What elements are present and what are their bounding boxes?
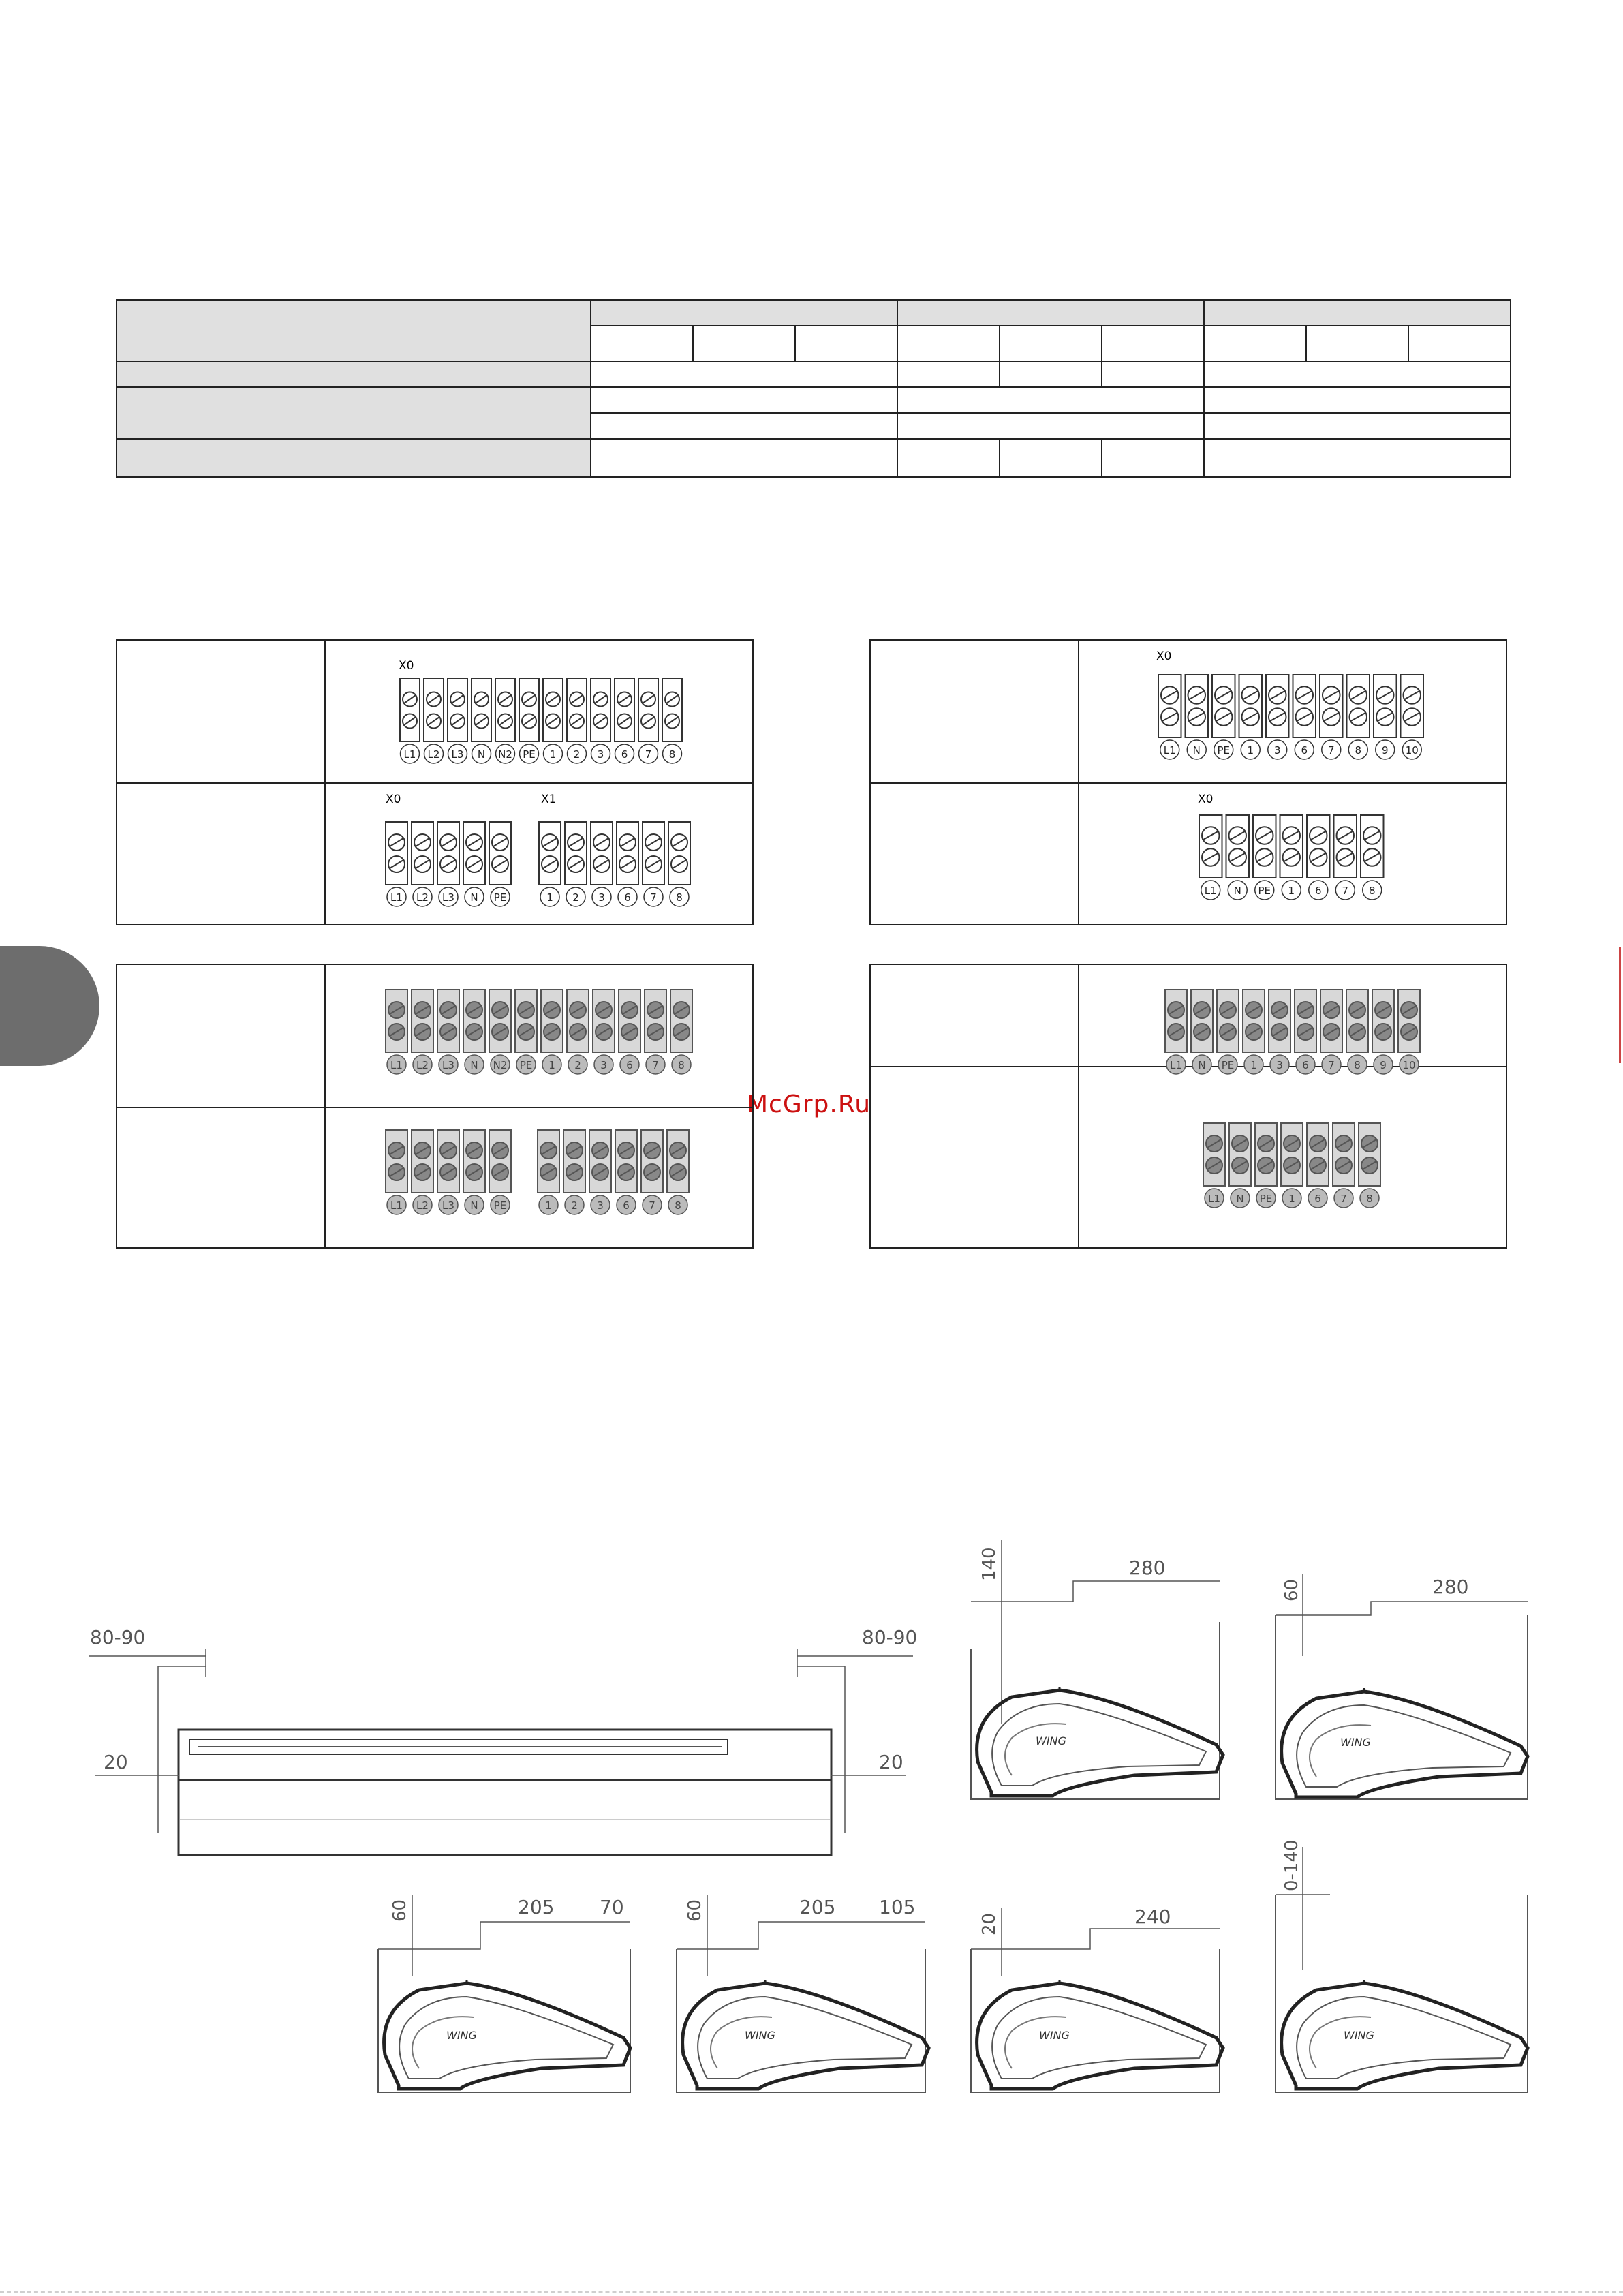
- terminal-label: PE: [519, 1059, 533, 1071]
- terminal-block: [412, 990, 433, 1052]
- dim-label: 140: [979, 1547, 1000, 1581]
- terminal-block: [1203, 1123, 1225, 1186]
- terminal-label: L1: [1208, 1193, 1220, 1205]
- terminal-label: 1: [549, 748, 557, 761]
- terminal-label: L2: [416, 891, 429, 904]
- terminal-label: 10: [1405, 744, 1419, 756]
- terminal-label: 1: [546, 891, 553, 904]
- terminal-label: 8: [675, 1199, 681, 1212]
- terminal-label: 6: [1302, 1059, 1309, 1071]
- terminal-label: 7: [1342, 885, 1349, 897]
- dim-label: 60: [1282, 1578, 1302, 1602]
- terminal-block: [1346, 990, 1368, 1052]
- terminal-label: 10: [1402, 1059, 1416, 1071]
- terminal-block: [515, 990, 537, 1052]
- terminal-label: 8: [1354, 1059, 1361, 1071]
- terminal-block: [1307, 1123, 1329, 1186]
- terminal-label: L3: [451, 748, 464, 761]
- terminal-strip-photo: [538, 1130, 689, 1214]
- terminal-block: [667, 1130, 689, 1193]
- terminal-block: [1281, 1123, 1303, 1186]
- terminal-label: 8: [1368, 885, 1376, 897]
- terminal-block: [1333, 1123, 1355, 1186]
- terminal-label: N: [477, 748, 486, 761]
- terminal-block: [645, 990, 666, 1052]
- terminal-label: 1: [548, 1059, 555, 1071]
- terminal-block: [463, 990, 485, 1052]
- dim-label: 20: [104, 1751, 128, 1773]
- terminal-label: 2: [573, 748, 581, 761]
- dim-label: 60: [685, 1899, 705, 1922]
- footer-rule: [0, 2291, 1623, 2293]
- terminal-label: N: [1233, 885, 1241, 897]
- terminal-label: 7: [1340, 1193, 1347, 1205]
- terminal-strip-photo: [386, 1130, 511, 1214]
- dim-label: 60: [390, 1899, 410, 1922]
- dim-label: 205: [518, 1896, 555, 1918]
- terminal-label: L3: [442, 891, 454, 904]
- terminal-label: PE: [523, 748, 536, 761]
- dim-label: 80-90: [862, 1626, 918, 1649]
- terminal-strip-photo: [386, 990, 692, 1074]
- terminal-label: 3: [597, 1199, 604, 1212]
- terminal-block: [641, 1130, 663, 1193]
- terminal-label: 1: [1288, 885, 1295, 897]
- terminal-label: 3: [600, 1059, 607, 1071]
- terminal-label: N: [1192, 744, 1201, 756]
- terminal-block: [670, 990, 692, 1052]
- side-view-1: [971, 1540, 1223, 1799]
- side-view-5: [971, 1905, 1223, 2092]
- terminal-label: 6: [623, 1199, 630, 1212]
- terminal-label: 7: [649, 1199, 655, 1212]
- terminal-label: 1: [1250, 1059, 1257, 1071]
- brand-label: WING: [1039, 2029, 1070, 2042]
- dim-label: 205: [799, 1896, 836, 1918]
- terminal-label: PE: [1217, 744, 1231, 756]
- brand-label: WING: [745, 2029, 775, 2042]
- terminal-label: 7: [650, 891, 657, 904]
- dim-label: 105: [879, 1896, 916, 1918]
- terminal-tag: X0: [1198, 793, 1214, 806]
- terminal-strip-photo: [1165, 990, 1420, 1074]
- terminal-label: N: [470, 1199, 478, 1212]
- terminal-label: N2: [493, 1059, 508, 1071]
- terminal-label: 7: [652, 1059, 659, 1071]
- dim-label: 0-140: [1282, 1839, 1302, 1891]
- terminal-label: L1: [390, 1059, 403, 1071]
- terminal-block: [437, 1130, 459, 1193]
- terminal-label: 8: [1355, 744, 1362, 756]
- side-view-3: [378, 1895, 630, 2092]
- front-view: [89, 1626, 917, 1855]
- terminal-block: [615, 1130, 637, 1193]
- watermark: McGrp.Ru: [747, 1090, 871, 1118]
- terminal-block: [1372, 990, 1394, 1052]
- dim-label: 80-90: [90, 1626, 146, 1649]
- terminal-label: 1: [1288, 1193, 1295, 1205]
- terminal-label: 7: [645, 748, 652, 761]
- brand-label: WING: [1036, 1734, 1066, 1747]
- terminal-block: [1165, 990, 1187, 1052]
- terminal-block: [489, 1130, 511, 1193]
- terminal-block: [1229, 1123, 1251, 1186]
- terminal-tag: X1: [541, 793, 557, 806]
- brand-label: WING: [1344, 2029, 1374, 2042]
- terminal-label: PE: [1259, 1193, 1273, 1205]
- terminal-label: L1: [390, 891, 403, 904]
- terminal-block: [463, 1130, 485, 1193]
- terminal-strip-photo: [1203, 1123, 1380, 1208]
- terminal-label: N2: [498, 748, 512, 761]
- terminal-label: 8: [668, 748, 676, 761]
- terminal-label: L3: [442, 1199, 454, 1212]
- terminal-label: 6: [1301, 744, 1308, 756]
- terminal-block: [563, 1130, 585, 1193]
- terminal-tag: X0: [1156, 649, 1172, 663]
- terminal-label: L1: [1170, 1059, 1182, 1071]
- side-view-4: [677, 1895, 929, 2092]
- terminal-block: [1359, 1123, 1380, 1186]
- terminal-label: 7: [1327, 744, 1335, 756]
- terminal-block: [567, 990, 589, 1052]
- dim-label: 20: [979, 1912, 1000, 1935]
- terminal-label: 3: [1276, 1059, 1283, 1071]
- terminal-block: [1269, 990, 1290, 1052]
- brand-label: WING: [1340, 1736, 1371, 1749]
- terminal-label: 6: [624, 891, 631, 904]
- terminal-label: 2: [571, 1199, 578, 1212]
- terminal-label: PE: [493, 1199, 507, 1212]
- side-view-2: [1276, 1574, 1528, 1799]
- terminal-label: 6: [621, 748, 628, 761]
- terminal-block: [489, 990, 511, 1052]
- terminal-label: L1: [403, 748, 416, 761]
- terminal-block: [1217, 990, 1239, 1052]
- terminal-label: L1: [1163, 744, 1176, 756]
- terminal-label: L3: [442, 1059, 454, 1071]
- terminal-block: [1255, 1123, 1277, 1186]
- terminal-label: 2: [572, 891, 579, 904]
- terminal-label: 1: [545, 1199, 552, 1212]
- terminal-label: 3: [597, 748, 604, 761]
- terminal-label: N: [1236, 1193, 1244, 1205]
- terminal-tag: X0: [399, 659, 414, 673]
- terminal-label: 6: [1314, 885, 1322, 897]
- terminal-label: PE: [1221, 1059, 1235, 1071]
- terminal-block: [1320, 990, 1342, 1052]
- terminal-label: N: [1198, 1059, 1206, 1071]
- terminal-label: 9: [1380, 1059, 1387, 1071]
- terminal-block: [541, 990, 563, 1052]
- side-view-6: [1276, 1839, 1528, 2092]
- terminal-label: 6: [1314, 1193, 1321, 1205]
- terminal-tag: X0: [386, 793, 401, 806]
- terminal-block: [386, 1130, 407, 1193]
- terminal-label: 3: [1273, 744, 1281, 756]
- terminal-block: [386, 990, 407, 1052]
- terminal-label: N: [470, 1059, 478, 1071]
- terminal-label: N: [470, 891, 478, 904]
- terminal-label: L2: [427, 748, 440, 761]
- terminal-block: [1243, 990, 1265, 1052]
- terminal-label: 6: [626, 1059, 633, 1071]
- terminal-block: [1191, 990, 1213, 1052]
- dim-label: 20: [879, 1751, 903, 1773]
- terminal-label: 8: [1366, 1193, 1373, 1205]
- terminal-label: 8: [676, 891, 683, 904]
- terminal-block: [538, 1130, 559, 1193]
- terminal-label: PE: [1258, 885, 1271, 897]
- terminal-block: [1295, 990, 1316, 1052]
- terminal-block: [619, 990, 640, 1052]
- terminal-block: [437, 990, 459, 1052]
- dim-label: 70: [600, 1896, 624, 1918]
- terminal-label: 3: [598, 891, 605, 904]
- terminal-label: L2: [416, 1199, 429, 1212]
- dimension-drawings: [0, 1499, 1623, 2181]
- terminal-label: 1: [1247, 744, 1254, 756]
- terminal-label: L1: [1204, 885, 1217, 897]
- terminal-label: 7: [1328, 1059, 1335, 1071]
- terminal-label: 2: [574, 1059, 581, 1071]
- brand-label: WING: [446, 2029, 477, 2042]
- terminal-block: [412, 1130, 433, 1193]
- terminal-label: L1: [390, 1199, 403, 1212]
- terminal-block: [1398, 990, 1420, 1052]
- terminal-label: PE: [493, 891, 507, 904]
- terminal-block: [593, 990, 615, 1052]
- dim-label: 240: [1134, 1905, 1171, 1928]
- dim-label: 280: [1432, 1576, 1469, 1598]
- dim-label: 280: [1129, 1557, 1166, 1579]
- terminal-label: 9: [1381, 744, 1389, 756]
- terminal-label: 8: [678, 1059, 685, 1071]
- terminal-label: L2: [416, 1059, 429, 1071]
- terminal-block: [589, 1130, 611, 1193]
